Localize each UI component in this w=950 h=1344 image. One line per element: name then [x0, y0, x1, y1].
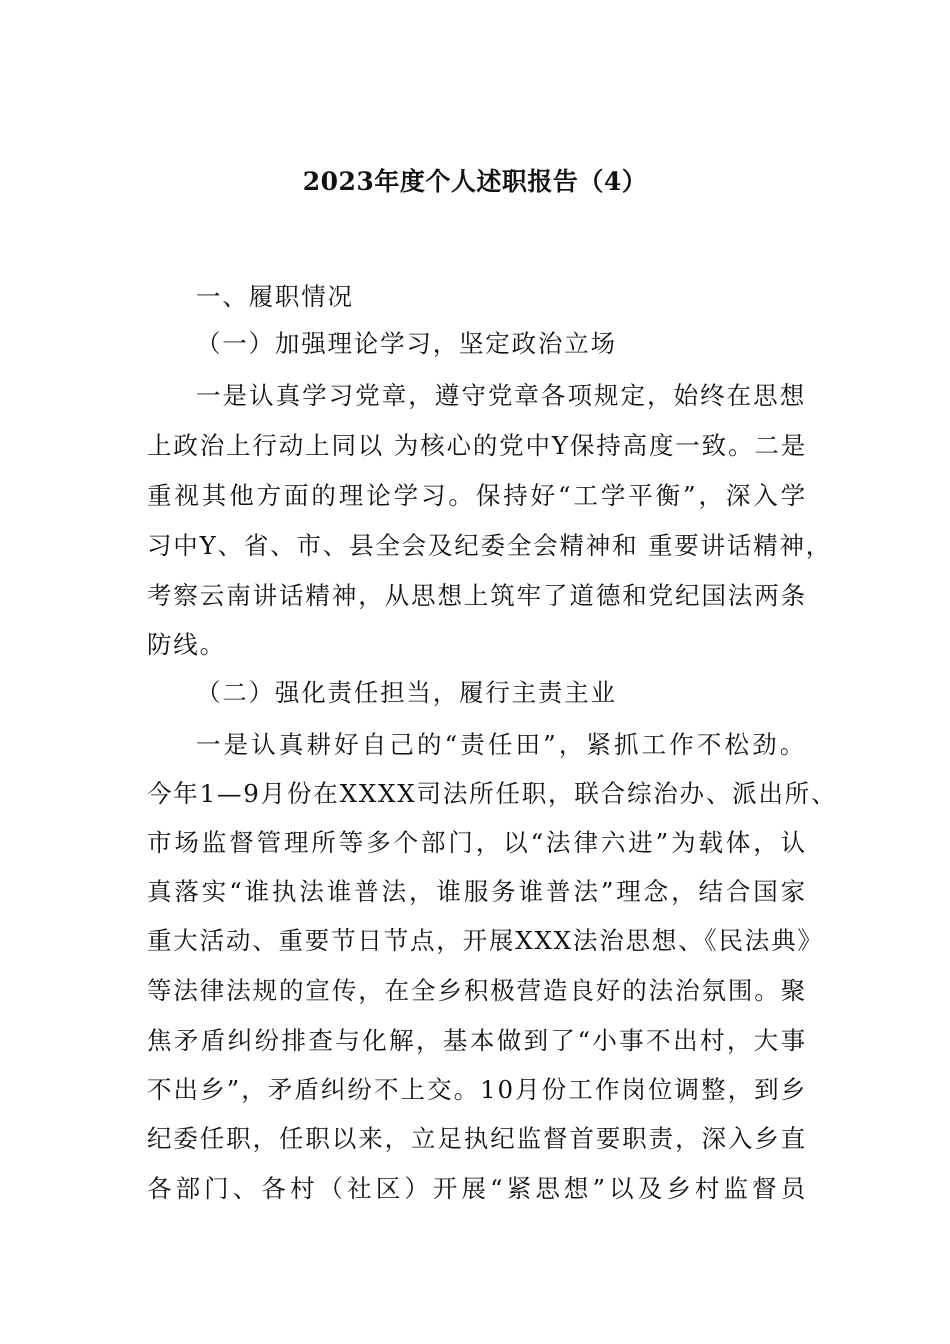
subheading-1: （一）加强理论学习，坚定政治立场 — [196, 329, 617, 358]
paragraph-line: 真落实“谁执法谁普法，谁服务谁普法”理念，结合国家 — [147, 877, 807, 906]
paragraph-line: 各部门、各村（社区）开展“紧思想”以及乡村监督员 — [147, 1174, 807, 1203]
paragraph-line: 今年1—9月份在XXXX司法所任职，联合综治办、派出所、 — [147, 779, 838, 808]
paragraph-line: 上政治上行动上同以 为核心的党中Y保持高度一致。二是 — [147, 431, 807, 460]
heading-1: 一、履职情况 — [196, 282, 354, 311]
paragraph-line: 纪委任职，任职以来，立足执纪监督首要职责，深入乡直 — [147, 1124, 807, 1153]
paragraph-line: 考察云南讲话精神，从思想上筑牢了道德和党纪国法两条 — [147, 581, 807, 610]
paragraph-line: 焦矛盾纠纷排查与化解，基本做到了“小事不出村，大事 — [147, 1026, 807, 1055]
paragraph-line: 一是认真耕好自己的“责任田”，紧抓工作不松劲。 — [196, 730, 806, 759]
document-title: 2023年度个人述职报告（4） — [302, 167, 648, 196]
paragraph-line: 重大活动、重要节日节点，开展XXX法治思想、《民法典》 — [147, 926, 824, 955]
paragraph-line: 防线。 — [147, 630, 226, 659]
paragraph-line: 重视其他方面的理论学习。保持好“工学平衡”，深入学 — [147, 481, 807, 510]
paragraph-line: 等法律法规的宣传，在全乡积极营造良好的法治氛围。聚 — [147, 976, 807, 1005]
paragraph-line: 市场监督管理所等多个部门，以“法律六进”为载体，认 — [147, 828, 807, 857]
paragraph-line: 一是认真学习党章，遵守党章各项规定，始终在思想 — [196, 381, 806, 410]
paragraph-line: 不出乡”，矛盾纠纷不上交。10月份工作岗位调整，到乡 — [147, 1075, 807, 1104]
paragraph-line: 习中Y、省、市、县全会及纪委全会精神和 重要讲话精神， — [147, 531, 833, 560]
subheading-2: （二）强化责任担当，履行主责主业 — [196, 678, 617, 707]
